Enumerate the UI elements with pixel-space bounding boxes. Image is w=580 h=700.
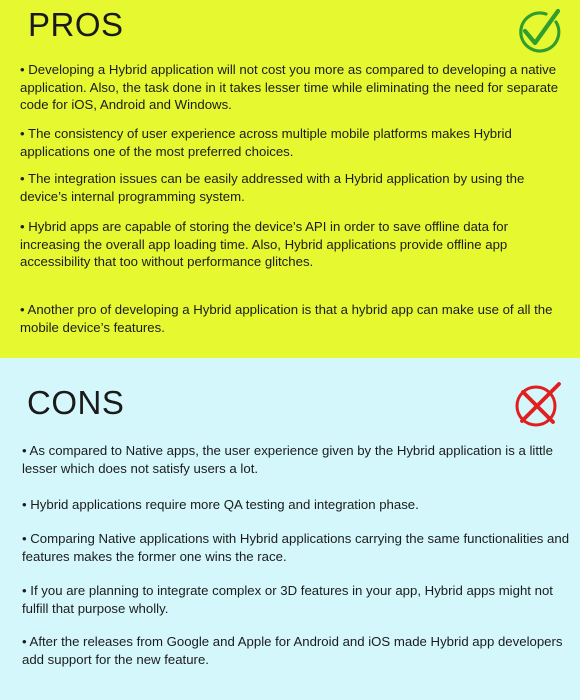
pros-list-item: • The integration issues can be easily addressed with a Hybrid application by using the device’s internal programming system. [20,171,525,204]
cons-title: CONS [27,384,125,421]
cons-list-item: • Hybrid applications require more QA testing and integration phase. [22,497,419,512]
pros-list-item: • Developing a Hybrid application will not cost you more as compared to developing a native application. Also, the task done in it takes lesser time while eliminating the need for separate code for iOS, Android and Windows. [20,62,559,112]
cons-list-item: • Comparing Native applications with Hybrid applications carrying the same functionalities and features makes the former one wins the race. [22,531,570,564]
cons-list-item: • If you are planning to integrate complex or 3D features in your app, Hybrid apps might not fulfill that purpose wholly. [22,583,553,616]
cons-panel [0,358,580,700]
pros-list-item: • The consistency of user experience across multiple mobile platforms makes Hybrid applications one of the most preferred choices. [20,126,512,159]
pros-title: PROS [28,6,124,43]
cons-list-item: • After the releases from Google and Apple for Android and iOS made Hybrid app developers add support for the new feature. [22,634,563,667]
pros-list-item: • Hybrid apps are capable of storing the device’s API in order to save offline data for increasing the overall app loading time. Also, Hybrid applications provide offline app accessibility that too without performance glitches. [20,219,508,269]
red-x-circle-icon [512,380,564,430]
cons-list-item: • As compared to Native apps, the user experience given by the Hybrid application is a little lesser which does not satisfy users a lot. [22,443,553,476]
green-check-circle-icon [512,6,562,54]
pros-list-item: • Another pro of developing a Hybrid application is that a hybrid app can make use of all the mobile device’s features. [20,302,553,335]
